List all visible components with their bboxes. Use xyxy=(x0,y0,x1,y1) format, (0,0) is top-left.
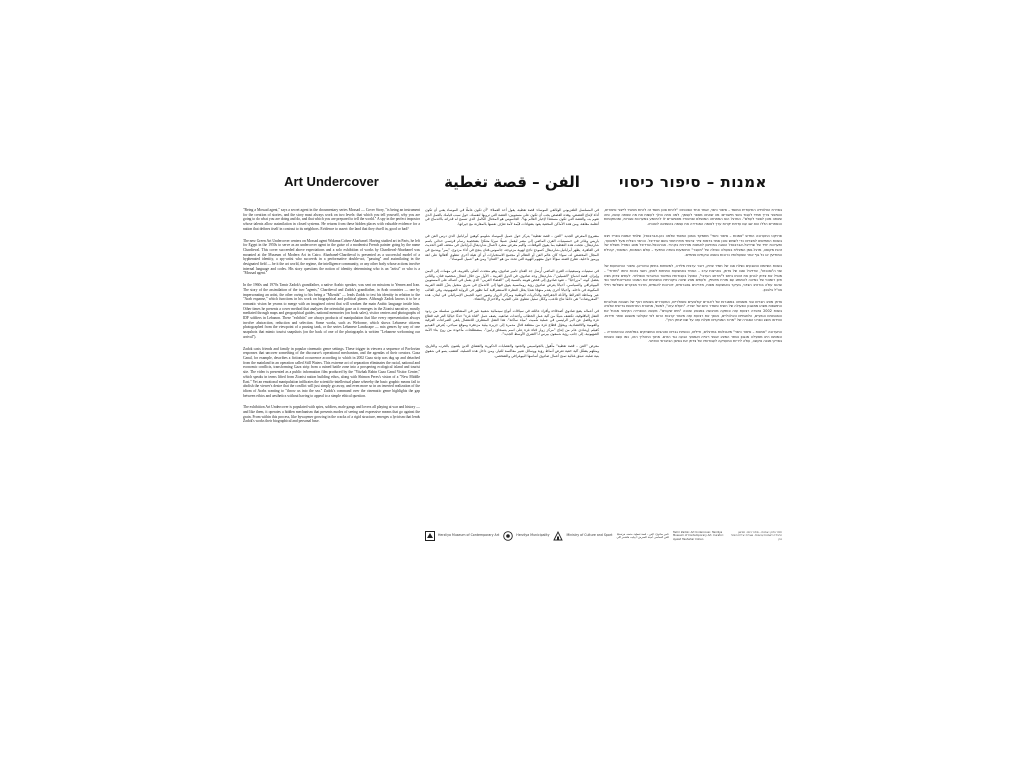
ministry-logo-label: Ministry of Culture and Sport xyxy=(566,533,613,538)
english-column xyxy=(243,172,420,431)
arabic-column xyxy=(425,172,599,365)
hebrew-credit: תמיר צדוק: אמנות – סיפור כיסוי. מוזיאון הרצליה לאמנות עכשווית. אוצרת: איילת השחר כהן xyxy=(730,531,782,541)
ministry-logo-icon xyxy=(553,531,563,541)
municipality-logo xyxy=(503,531,549,541)
arabic-paragraph: مشروع المعرض الجديد "الفن – قصة تغطية" يتركز حول عميل الموساد شلومو كوهين أبرابانيل الذي درس الفن في باريس وغادر في خمسينيات القرن الماضي إلى مصر ليعمل عميلًا سريًا متنكرًا بشخصية رسام فرنسي حداثي باسم شارديفال. نجحت هذه التغطية بما يفوق التوقعات، وأقيم معرض منفرد لأعمال شارديفال-أبرابانيل في متحف الفن الحديث في القاهرة. يظهر أبرابانيل-شارديفال كنموذج ناجح لهوية مزدوجة، جاسوس-فنان ينجح في أداء مزدوج، "يمر" ويندمج في المجال المخصص له، سواء كان عالم الفن أو النظام أو مجتمع الاستخبارات أو أي هيئة أخرى تنطوي أفعالها على لغة ورموز داخلية. تطرح قصته سؤالًا حول مفهوم الهوية التي تحدد من هو "الفنان" ومن هو "عميل الموساد". xyxy=(425,233,599,262)
museum-logo xyxy=(425,531,499,541)
municipality-logo-label: Herzliya Municipality xyxy=(516,533,550,538)
hebrew-paragraph: צדוק מציב חברים ובני משפחה במסגרות של ז'אנרים קולנועיים פופולריים, המעוררים בצופים רצף של תגובות פבלוביות החושפות משהו ממנגנון הפעולה של השיח ומסדר היום של יוצריו. "תעלת עזה", למשל, מתארת התרחשות בדיונית שלפיה בשנת 2002 נחפרה רצועת עזה ונותקה מהיבשה במבצע שכונה "מים שקטים". מעשה ההפרדה הקיצוני מבטל את הסכסוכים הגזעיים, הלאומיים והכלכליים, והופך את רצועת עזה מאזור קרבות הרוס לאי אקולוגי משגשג ואתר תיירות. הווידאו מוצג כסרט הסברה של "מרכז המבקרים תעלת עזה על שם יצחק רבין". xyxy=(604,299,782,323)
english-paragraph: "Being a Mossad agent," says a secret agent in the documentary series Mossad — Cover Story, "is being an instrument for the creation of stories, and the story must always work on two levels: that which you tell yourself, why you are going to do what you are doing and do, and that which you are prepared to tell the world." A spy in the perfect impostor whose talents allow assimilation in closed systems. He returns from these hidden places with valuable evidence for a nation that defines itself in contrast to its neighbors. Evidence to assert: the land that they dwell in, good or bad? xyxy=(243,208,420,231)
arabic-paragraph: معرض "الفن – قصة تغطية" مأهول بالجواسيس والجنود والعصابات الذكورية والعشاق الذين يلعبون بالحرب والتاريخ، ومثلهم يشغّل آلية خفية تعرض أنماط رؤية ووسائل تعبير معاكسة للتيار. ومن داخل هذه العملية، كعشب ينمو في شقوق بنية صلبة، تنبثق غنائية تمنح أعمال صادوق أساسها البيوغرافي والشخصي. xyxy=(425,344,599,358)
arabic-paragraph: في المسلسل التلفزيوني الوثائقي الموساد: قصة تغطية، يقول أحد العملاء: "أن تكون عاملًا في الموساد يعني أن تكون أداة لإنتاج القصص، وهذه القصص يجب أن تكون على مستويين: القصة التي ترويها لنفسك، حول سبب قيامك بالعمل الذي تقوم به، والقصة التي تكون مستعدًا لإخبار العالم بها". الجاسوس هو المحتال الكامل الذي تسمح له قدراته بالاندماج في أنظمة مغلقة، ومن هذه الأماكن المخفية يعود بشهادات قيّمة لأمة تعرّف نفسها بالمقارنة مع جيرانها. xyxy=(425,208,599,227)
hebrew-paragraph: בסדרת הטלוויזיה התיעודית המוסד – סיפור כיסוי, אומר אחד הסוכנים: "להיות סוכן מוסד זה להיות מכשיר לייצור סיפורים, והסיפור צריך תמיד לעבוד בשני מישורים: מה שאתה מספר לעצמך, למה אתה הולך לעשות את מה שאתה עושה, ומה שאתה מוכן לספר לעולם". המרגל הוא המתחזה המושלם שכישוריו מאפשרים לו להיטמע במערכות סגורות, ומהמקומות הנסתרים הללו הוא שב עם עדויות יקרות ערך לאומה המגדירה את עצמה בהשוואה לשכניה. xyxy=(604,208,782,227)
english-paragraph: In the 1960s and 1970s Tamir Zadok's grandfather, a native Arabic speaker, was sent on missions to Yemen and Iran. The story of the assimilation of the two "agents," Chardieval and Zadok's grandfather, in Arab countries — one by impersonating an artist, the other owing to his being a "Mizrahi" — leads Zadok to test his identity in relation to the "Arab expanse," which functions in his work on biographical and political planes. Although Zadok knows it to be a romantic vision he yearns to merge with an imagined orient that will weaken the main Arabic language inside him. Other times he presents a cover method that analyzes the orientalist gaze as it emerges in the Zionist narrative, mostly mediated through maps and geographical guides, national memories (on book sales), visitor centers and photographs of IDF soldiers in Lebanon. These "exhibits" are always products of manipulation that like every representation always involve abstraction, reduction and selection. Some works, such as Welcome, which shows Lebanese citizens photographed from the viewpoint of a passing tank, or the series Lebanese Landscape — mix genres by way of one snapshots that mimic tourist snapshots (on the back of one of the photographs is written "Lebanese welcoming our arrival"). xyxy=(243,283,420,339)
arabic-credit: تامير صادوق: الفن – قصة تغطية. متحف هرتسليا للفن المعاصر. أمينة المعرض: أييليت هاشحر كلي xyxy=(616,532,669,539)
ministry-logo xyxy=(553,531,612,541)
arabic-title: الفن – قصة تغطية xyxy=(444,173,580,191)
footer-logos xyxy=(425,528,782,544)
hebrew-paragraph: התערוכה "אמנות – סיפור כיסוי" מאוכלסת במרגלים, חיילים, כנופיות גברים ואוהבים המשחקים במלחמה ובהיסטוריה – וכמותם היא מפעילה מנגנון נסתר המציג אופני ראייה ואמצעי הבעה נגד הזרם. מתוך התהליך הזה, כמו עשב הצומח בסדקי מבנה נוקשה, עולה ליריות המעניקה לעבודותיו של צדוק את בסיסן הביוגרפי והאישי. xyxy=(604,330,782,344)
english-paragraph: Zadok casts friends and family in popular cinematic genre settings. These trigger in viewers a sequence of Pavlovian responses that uncover something of the discourse's operational mechanism, and the agendas of their creators. Gaza Canal, for example, describes a fictional occurrence according to which in 2002 Gaza strip was dug up and detached from the mainland in an operation called Still Waters. This extreme act of separation eliminates the racial, national and economic conflicts, transforming Gaza strip from a ruined battle zone into a prospering ecological island and tourist site. The video is presented as a public information film produced by the "Yitzhak Rabin Gaza Canal Visitor Center," which speaks in terms lifted from Zionist nation building ethos, along with Shimon Peres's vision of a "New Middle East." Yet an emotional manipulation infiltrates the scientific-intellectual plane whereby the basic graphic means fail to abolish the viewer's desire that the conflict will just simply go away, and even more so in an inverted realization of the idiom of Arabs wanting to "throw us into the sea." Zadok's command over the cinematic genre highlights the gap between ethics and aesthetics without having to appeal to a simple ethical question. xyxy=(243,346,420,398)
english-paragraph: The exhibition Art Undercover is populated with spies, soldiers, male gangs and lovers all playing at war and history — and like them, it operates a hidden mechanism that presents modes of seeing and expressive means that go against the grain. From within this process, like bywaymer growing in the cracks of a rigid structure, emerges a lyricism that lends Zadok's works their biographical and personal base. xyxy=(243,405,420,424)
english-paragraph: The new Green Art Undercover centers on Mossad agent Widama Cohen-Abarbanel. Having studied art in Paris, he left for Egypt in the 1950s to serve as an undercover agent in the guise of a modernist French painter going by the name Chardieval. This cover succeeded above expectations and a solo exhibition of works by Chardieval-Abarbanel was mounted at the Museum of Modern Art in Cairo. Abarbanel-Chardieval is presented as a successful model of a hyphenated identity, a spy-artist who succeeds in a performative double-act, "passing" and assimilating in the designated field — be it the art world, the regime, the intelligence community, or any other body whose actions involve internal language and codes. His story questions the notion of identity determining who is an "artist" or who is a "Mossad agent." xyxy=(243,238,420,276)
museum-logo-label: Herzliya Museum of Contemporary Art xyxy=(438,533,500,538)
arabic-paragraph: في أعماله يضع صادوق أصدقاءه وأفراد عائلته في سياقات أنواع سينمائية شعبية تثير في المشاهدين سلسلة من ردود الفعل البافلوفية، تكشف شيئًا من آلية عمل الخطاب وأجندات صانعيه. يصف عمل "قناة غزة" حدثًا خياليًا حُفر فيه قطاع غزة وفُصل عن البر الرئيسي في عملية سُميت "مياه ساكنة". هذا الفعل المتطرف للانفصال يلغي الصراعات العرقية والقومية والاقتصادية، ويحوّل قطاع غزة من منطقة قتال مدمرة إلى جزيرة بيئية مزدهرة وموقع سياحي. يُعرض الفيديو كفيلم إرشادي عام من إنتاج "مركز زوار قناة غزة على اسم يتسحاق رابين"، بمصطلحات مأخوذة من روح بناء الأمة الصهيونية، إلى جانب رؤية شمعون بيرس لـ"الشرق الأوسط الجديد". xyxy=(425,308,599,337)
hebrew-paragraph: בשנות השישים והשבעים נשלח סבו של תמיר צדוק, דובר ערבית מלידה, למשימות בתימן ובאיראן. סיפור ההיטמעות של שני ה"סוכנים", שרדיבל וסבו של צדוק, בארצות ערב – האחד באמצעות התחזות לאמן, השני בזכות היותו "מזרחי" – מוביל את צדוק לבחון את זהותו ביחס ל"מרחב הערבי", הפועל בעבודותיו במישור הביוגרפי והפוליטי. לעתים צדוק מציג חזון רומנטי של כמיהה להתמזג עם מזרח מדומיין, ולעתים מציג שיטה ביקורתית המנתחת את המבט האוריינטליסטי כפי שהוא עולה בנרטיב הציוני, בעיקר באמצעות מפות, מדריכים גאוגרפיים, זיכרונות לאומיים, מרכזי מבקרים ותצלומי חיילי צה"ל בלבנון. xyxy=(604,264,782,292)
english-title: Art Undercover xyxy=(284,174,379,189)
arabic-paragraph: في ستينيات وسبعينيات القرن الماضي أُرسل جد الفنان تامير صادوق، وهو متحدث أصلي بالعربية، في مهمات إلى اليمن وإيران. قصة اندماج "العميلين"، شارديفال وجد صادوق، في الدول العربية – الأول من خلال انتحال شخصية فنان، والثاني بفضل كونه "مزراحيًا" – تقود صادوق إلى فحص هويته بالنسبة إلى "الفضاء العربي" الذي يعمل في أعماله على المستويين البيوغرافي والسياسي. أحيانًا يعرض صادوق رؤية رومانسية يتوق فيها إلى الاندماج في شرق متخيل يعزّز اللغة العربية المكبوتة في داخله. وأحيانًا أخرى يقدم منهجًا نقديًا يحلل النظرة الاستشراقية كما تظهر في الرواية الصهيونية، وفي الغالب عبر وساطة الخرائط والأدلة الجغرافية والذكريات الوطنية ومراكز الزوار وصور جنود الجيش الإسرائيلي في لبنان. هذه "المعروضات" هي دائمًا نتاج تلاعب، وككل تمثيل تنطوي على التجريد والاختزال والانتقاء. xyxy=(425,269,599,302)
hebrew-paragraph: פרויקט התערוכה החדש "אמנות – סיפור כיסוי" מתמקד בסוכן המוסד שלמה כהן-אברבנאל, שלמד אמנות בפריז ויצא בשנות החמישים למצרים כדי לשמש סוכן סמוי בדמות צייר צרפתי מודרניסטי בשם שרדיבל. הכיסוי הצליח מעל למשוער, ותערוכת יחיד של שרדיבל-אברבנאל הוצגה במוזיאון לאמנות מודרנית בקהיר. אברבנאל-שרדיבל מוצג כמודל מוצלח של זהות מקופה, מרגל-אמן המצליח בפעולה כפולה של "מעבר" והיטמעות בשדה המיועד – עולם האמנות, המשטר, קהילת המודיעין או כל גוף אחר שפעולותיו כרוכות בשפה ובקודים פנימיים. xyxy=(604,233,782,257)
municipality-logo-icon xyxy=(503,531,513,541)
arabic-body xyxy=(425,208,599,358)
museum-logo-icon xyxy=(425,531,435,541)
english-credit: Tamir Zadok: Art Undercover. Herzliya Museum of Contemporary Art. Curator: Ayelet Hashahar Cohen xyxy=(672,531,724,541)
english-body xyxy=(243,208,420,424)
hebrew-column xyxy=(604,172,782,351)
hebrew-title: אמנות – סיפור כיסוי xyxy=(619,173,767,191)
hebrew-body xyxy=(604,208,782,344)
